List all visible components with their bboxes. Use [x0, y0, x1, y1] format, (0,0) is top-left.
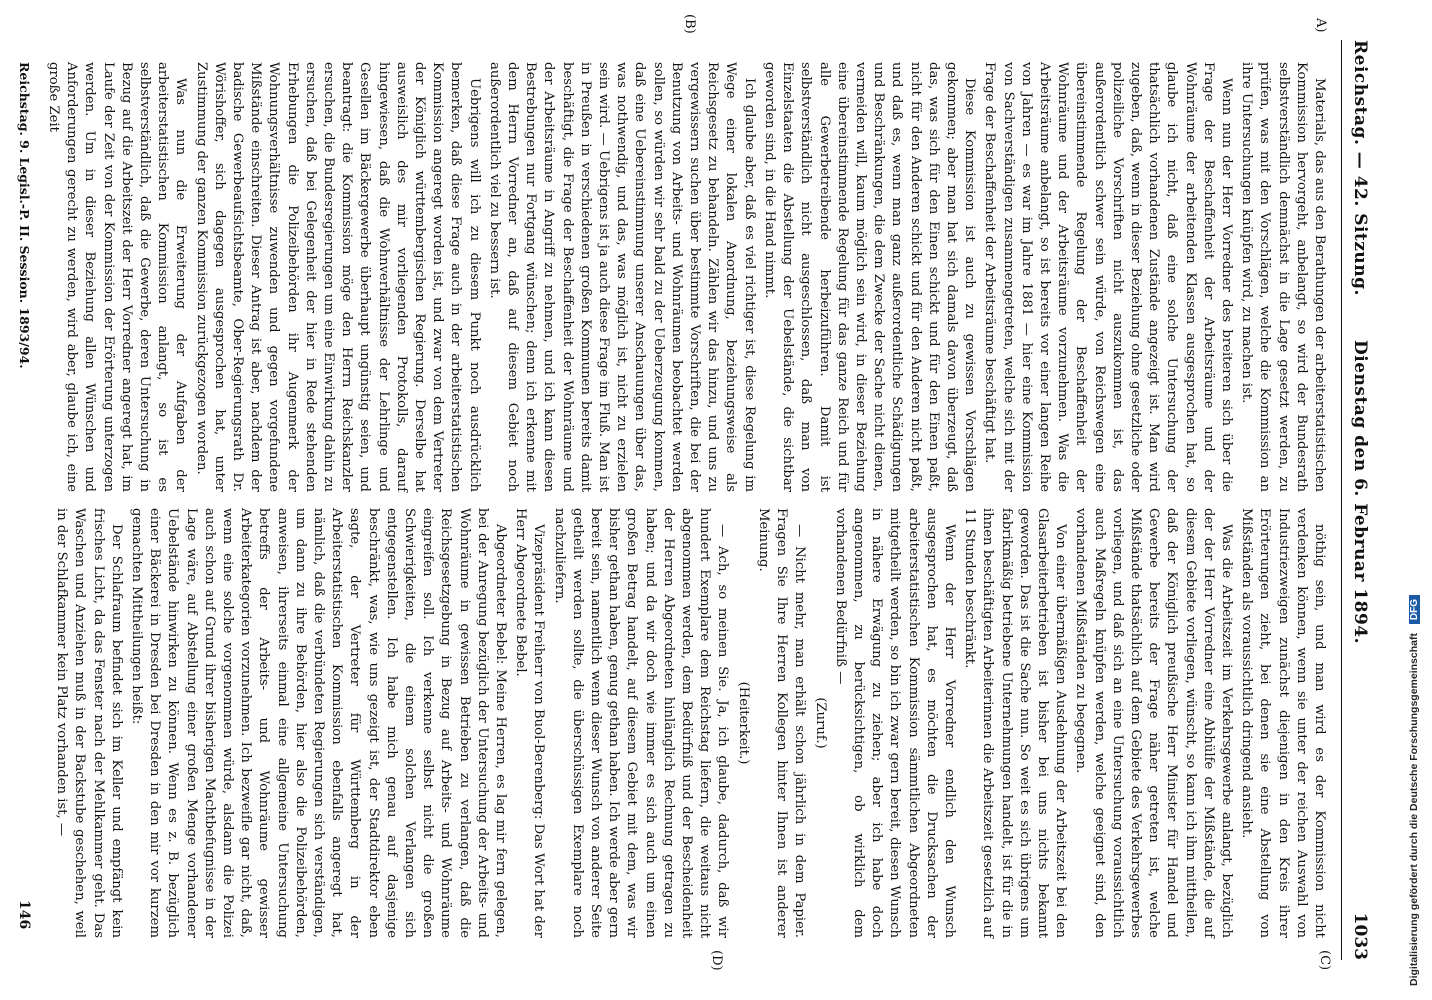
- margin-letter-b: (B): [682, 14, 697, 34]
- paragraph: Materials, das aus den Berathungen der arbeiterstatistischen Kommission hervorgeht, anbelangt, so wird der Bundesrath selbstverständlich demnächst in die Lage gesetzt werden, zu prüfen, was mit den Vorschlägen, welche die Kommission an ihre Untersuchungen knüpfen wird, zu machen ist.: [1239, 62, 1327, 492]
- speaker-intro: Vizepräsident Freiherr von Buol-Berenberg: Das Wort hat der Herr Abgeordnete Bebel.: [513, 508, 547, 938]
- quotation: Der Schlafraum befindet sich im Keller und empfängt kein frisches Licht, da das Fenster nach der Mehlkammer geht. Das Waschen und Anziehen muß in der Backstube geschehen, weil in der Schlafkammer kein Platz vorhanden ist, —: [54, 508, 124, 938]
- footer-publication: Reichstag. 9. Legisl.-P. II. Session. 1893/94.: [17, 62, 32, 369]
- paragraph: — Nicht mehr, man erhält schon jährlich in dem Papier. Fragen Sie Ihre Herren Kollegen hinter Ihnen ist anderer Meinung.: [755, 508, 808, 938]
- running-head: [1341, 40, 1376, 960]
- paragraph: Wenn der Herr Vorredner endlich den Wunsch ausgesprochen hat, es möchten die Drucksachen der arbeiterstatistischen Kommission sämmtlichen Abgeordneten mitgetheilt werden, so bin ich zwar gern bereit, diesen Wunsch in nähere Erwägung zu ziehen; aber ich habe doch angenommen, zu berücksichtigen, ob wirklich dem vorhandenen Bedürfniß —: [832, 508, 957, 938]
- paragraph: — Ach, so meinen Sie. Ja, ich glaube, dadurch, daß wir hundert Exemplare dem Reichstag liefern, die weitaus nicht abgenommen werden, dem Bedürfniß und der Bescheidenheit der Herren Abgeordneten hinlänglich Rechnung getragen zu haben; und da wir doch wie immer es sich auch um einen großen Betrag handelt, auf diesem Gebiet mit dem, was wir bisher gethan haben, genug gethan haben. Ich werde aber gern bereit sein, namentlich wenn dieser Wunsch von anderer Seite getheilt werden sollte, die überschüssigen Exemplare noch nachzuliefern.: [551, 508, 731, 938]
- margin-letter-c: (C): [1317, 950, 1332, 971]
- funding-notice-text: Digitalisierung gefördert durch die Deutsche Forschungsgemeinschaft: [1408, 633, 1420, 986]
- dfg-logo: DFG: [1409, 595, 1420, 624]
- paragraph: Von einer übermäßigen Ausdehnung der Arbeitszeit bei den Glasarbeiterbetrieben ist bisher bei uns nichts bekannt geworden. Das ist die Sache nun. So weit es sich übrigens um fabrikmäßig betriebene Unternehmungen handelt, ist für die in ihnen beschäftigten Arbeiterinnen die Arbeitszeit gesetzlich auf 11 Stunden beschränkt.: [962, 508, 1069, 938]
- stage-direction: (Zuruf.): [812, 697, 828, 749]
- margin-letter-a: A): [1313, 18, 1328, 33]
- paragraph: Uebrigens will ich zu diesem Punkt noch ausdrücklich bemerken, daß diese Frage auch in der arbeiterstatistischen Kommission angeregt worden ist, und zwar von dem Vertreter der Königlich württembergischen Regierung. Derselbe hat ausweislich des mir vorliegenden Protokolls, darauf hingewiesen, daß die Wohnverhältnisse der Lehrlinge und Gesellen im Bäckergewerbe überhaupt ungünstig seien, und beantragt: die Kommission möge den Herrn Reichskanzler ersuchen, die Bundesregierungen um eine Einwirkung dahin zu ersuchen, daß bei Gelegenheit der hier in Rede stehenden Erhebungen die Polizeibehörden ihr Augenmerk der Wohnungsverhältnisse zuwenden und gegen vorgefundene Mißstände einschreiten. Dieser Antrag ist aber, nachdem der badische Gewerbeaufsichtsbeamte, Ober-Regierungsrath Dr. Wörishoffer, sich dagegen ausgesprochen hat, unter Zustimmung der ganzen Kommission zurückgezogen worden.: [193, 62, 482, 492]
- paragraph: nöthig sein, und man wird es der Kommission nicht verdenken können, wenn sie unter der reichen Auswahl von Industriezweigen zunächst diejenigen in den Kreis ihrer Erörterungen zieht, bei denen sie eine Abstellung von Mißständen als voraussichtlich dringend ansieht.: [1239, 508, 1327, 938]
- paragraph: Was die Arbeitszeit im Verkehrsgewerbe anlangt, bezüglich der der Herr Vorredner eine Abhülfe der Mißstände, die auf diesem Gebiete vorliegen, wünscht, so kann ich ihm mittheilen, daß der Königlich preußische Herr Minister für Handel und Gewerbe bereits der Frage näher getreten ist, welche Mißstände thatsächlich auf dem Gebiete des Verkehrsgewerbes vorliegen, und daß sich an eine Untersuchung voraussichtlich auch Maßregeln knüpfen werden, welche geeignet sind, den vorhandenen Mißständen zu begegnen.: [1073, 508, 1234, 938]
- paragraph: Abgeordneter Bebel: Meine Herren, es lag mir fern gelegen, bei der Anregung bezüglich der Untersuchung der Arbeits- und Wohnräume in gewissen Betrieben zu verlangen, daß die Reichsgesetzgebung in Bezug auf Arbeits- und Wohnräume eingreifen soll. Ich verkenne selbst nicht die großen Schwierigkeiten, die einem solchen Verlangen sich entgegenstellen. Ich habe mich genau auf dasjenige beschränkt, was, wie uns gezeigt ist, der Stadtdirektor eben sagte, der Vertreter für Württemberg in der Arbeiterstatistischen Kommission ebenfalls angeregt hat, nämlich, daß die verbündeten Regierungen sich verständigen, um dann zu ihre Behörden, hier also die Polizeibehörden, anweisen, ihrerseits einmal eine allgemeine Untersuchung betreffs der Arbeits- und Wohnräume gewisser Arbeiterkategorien vorzunehmen. Ich bezweifle gar nicht, daß, wenn eine solche vorgenommen würde, alsdann die Polizei auch schon auf Grund ihrer bisherigen Machtbefugnisse in der Lage wäre, auf Abstellung einer großen Menge vorhandener Uebelstände hinwirken zu können. Wenn es z. B. bezüglich einer Bäckerei in Dresden bei Dresden in den mir vor kurzem gemachten Mittheilungen heißt:: [129, 508, 509, 938]
- stage-direction: (Heiterkeit.): [735, 681, 751, 765]
- paragraph: Wenn nun der Herr Vorredner des breiteren sich über die Frage der Beschaffenheit der Arbeitsräume und der Wohnräume der arbeitenden Klassen ausgesprochen hat, so glaube ich nicht, daß eine solche Untersuchung der thatsächlich vorhandenen Zustände angezeigt ist. Man wird zugeben, daß, wenn in dieser Beziehung ohne gesetzliche oder polizeiliche Vorschriften nicht auszukommen ist, das außerordentlich schwer sein würde, von Reichswegen eine übereinstimmende Regelung der Beschaffenheit der Wohnräume und der Arbeitsräume vorzunehmen. Was die Arbeitsräume anbelangt, so ist bereits vor einer langen Reihe von Jahren — es war im Jahre 1881 — hier eine Kommission von Sachverständigen zusammengetreten, welche sich mit der Frage der Beschaffenheit der Arbeitsräume beschäftigt hat.: [982, 62, 1234, 492]
- funding-notice: [1408, 426, 1424, 986]
- paragraph: Was nun die Erweiterung der Aufgaben der arbeiterstatistischen Kommission anlangt, so ist es selbstverständlich, daß die Gewerbe, deren Untersuchung in Bezug auf die Arbeitszeit der Herr Vorredner angeregt hat, im Laufe der Zeit von der Kommission der Erörterung unterzogen werden. Um in dieser Beziehung allen Wünschen und Anforderungen gerecht zu werden, wird aber, glaube ich, eine große Zeit: [45, 62, 189, 492]
- paragraph: Ich glaube aber, daß es viel richtiger ist, diese Regelung im Wege einer lokalen Anordnung, beziehungsweise als Reichsgesetz zu behandeln. Zählen wir das hinzu, und uns zu vergewissern suchen über bestimmte Vorschriften, die bei der Benutzung von Arbeits- und Wohnräumen beobachtet werden sollen, so würden wir sehr bald zu der Ueberzeugung kommen, daß eine Uebereinstimmung unserer Anschauungen über das, was nothwendig, und das, was möglich ist, nicht zu erzielen sein wird. — Uebrigens ist ja auch diese Frage im Fluß. Man ist in Preußen in verschiedenen großen Kommunen bereits damit beschäftigt, die Frage der Beschaffenheit der Wohnräume und der Arbeitsräume in Angriff zu nehmen, und ich kann diesen Bestrebungen nur Fortgang wünschen; denn ich erkenne mit dem Herrn Vorredner an, daß auf diesem Gebiet noch außerordentlich viel zu bessern ist.: [486, 62, 757, 492]
- margin-letter-d: (D): [709, 950, 724, 971]
- text-column-left: [42, 62, 1328, 492]
- paragraph: Diese Kommission ist auch zu gewissen Vorschlägen gekommen; aber man hat sich damals davon überzeugt, daß das, was sich für den Einen schickt und für den Einen paßt, nicht für den Anderen schickt und für den Anderen nicht paßt, und daß es, wenn man ganz außerordentliche Schädigungen und Beschränkungen, die dem Zwecke der Sache nicht dienen, vermeiden will, kaum möglich sein wird, in dieser Beziehung eine übereinstimmende Regelung für das ganze Reich und für alle Gewerbetreibende herbeizuführen. Damit ist selbstverständlich nicht ausgeschlossen, daß man von Einzelstaaten die Abstellung der Uebelstände, die sichtbar geworden sind, in die Hand nimmt.: [761, 62, 978, 492]
- header-chamber-session: Reichstag. — 42. Sitzung.: [1350, 40, 1370, 296]
- text-column-right: [50, 508, 1328, 938]
- footer-signature-number: 146: [16, 900, 32, 930]
- header-date: Dienstag den 6. Februar 1894.: [1350, 340, 1370, 645]
- header-page-number: 1033: [1350, 912, 1370, 960]
